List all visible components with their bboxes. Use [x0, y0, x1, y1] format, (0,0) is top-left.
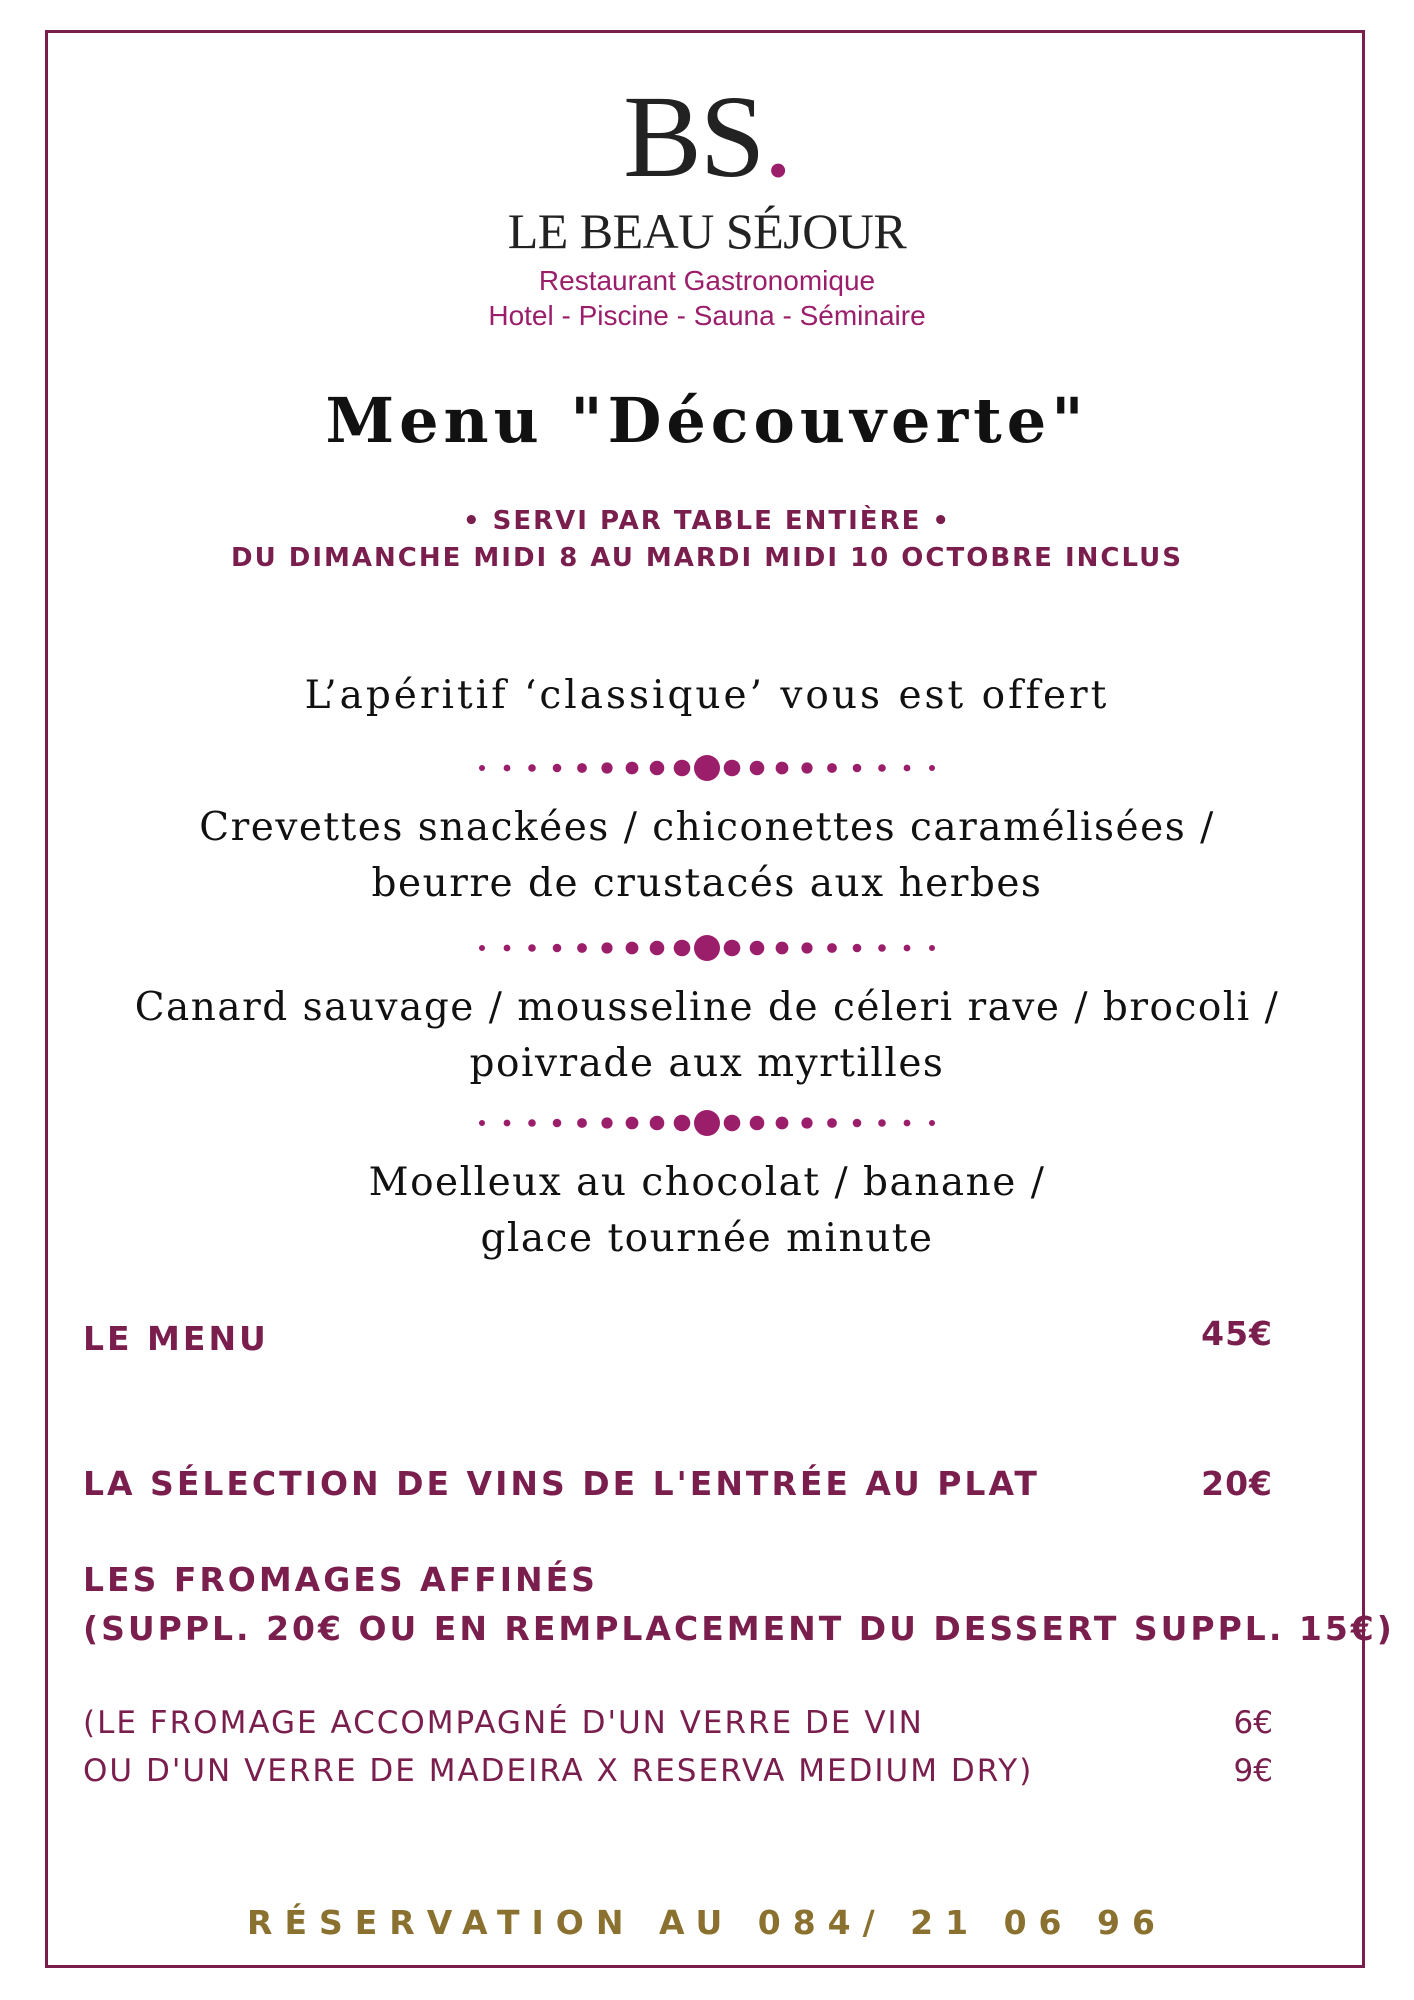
restaurant-subtitle: Restaurant Gastronomique — [538, 265, 876, 296]
course-starter-line-2: beurre de crustacés aux herbes — [371, 861, 1043, 906]
separator-dot — [577, 943, 587, 953]
separator-dot — [827, 943, 837, 953]
separator-dot — [504, 765, 511, 772]
separator-dot — [504, 945, 511, 952]
cheese-supplement: (SUPPL. 20€ OU EN REMPLACEMENT DU DESSERT SUPPL. 15€) — [83, 1609, 1395, 1648]
separator-dot — [929, 945, 935, 951]
separator-center-dot — [694, 1110, 720, 1136]
separator-dot — [878, 764, 886, 772]
separator-dot — [479, 1120, 485, 1126]
separator-dot — [601, 762, 612, 773]
separator-dot — [878, 944, 886, 952]
separator-dot — [674, 760, 691, 777]
separator-dot — [929, 1120, 935, 1126]
separator-dot — [853, 944, 862, 953]
cheese-option-wine-price: 6€ — [1233, 1705, 1273, 1741]
separator-dot — [750, 941, 765, 956]
dot-separator — [0, 748, 1414, 788]
separator-dot — [528, 764, 536, 772]
separator-dot — [650, 761, 665, 776]
separator-dot — [577, 763, 587, 773]
menu-service-note: • SERVI PAR TABLE ENTIÈRE • — [462, 506, 952, 536]
cheese-option-madeira-label: OU D'UN VERRE DE MADEIRA X RESERVA MEDIUM DRY) — [83, 1753, 1034, 1789]
separator-dot — [904, 1120, 911, 1127]
separator-dot — [776, 1117, 789, 1130]
wine-price-value: 20€ — [1201, 1464, 1273, 1503]
separator-dot — [853, 764, 862, 773]
course-dessert — [0, 1155, 1414, 1267]
separator-dot — [601, 1117, 612, 1128]
separator-dot — [750, 1116, 765, 1131]
course-dessert-line-1: Moelleux au chocolat / banane / — [368, 1160, 1046, 1205]
course-main-line-1: Canard sauvage / mousseline de céleri rave / brocoli / — [134, 985, 1280, 1030]
course-starter — [0, 800, 1414, 912]
course-main — [0, 980, 1414, 1092]
cheese-heading: LES FROMAGES AFFINÉS — [83, 1560, 598, 1599]
logo-monogram — [0, 71, 1414, 202]
separator-dot — [801, 1117, 812, 1128]
separator-dot — [553, 944, 562, 953]
separator-dot — [724, 1115, 741, 1132]
reservation-phone: RÉSERVATION AU 084/ 21 06 96 — [247, 1903, 1167, 1942]
separator-dot — [904, 945, 911, 952]
separator-dot — [650, 941, 665, 956]
separator-center-dot — [694, 755, 720, 781]
separator-center-dot — [694, 935, 720, 961]
separator-dot — [776, 762, 789, 775]
separator-dot — [776, 942, 789, 955]
logo-monogram-letters: BS — [623, 71, 764, 202]
separator-dot — [853, 1119, 862, 1128]
separator-dot — [929, 765, 935, 771]
separator-dot — [601, 942, 612, 953]
course-dessert-line-2: glace tournée minute — [480, 1216, 934, 1261]
separator-dot — [626, 762, 639, 775]
separator-dot — [801, 942, 812, 953]
separator-dot — [801, 762, 812, 773]
separator-dot — [674, 1115, 691, 1132]
separator-dot — [577, 1118, 587, 1128]
dot-separator — [0, 1103, 1414, 1143]
separator-dot — [827, 763, 837, 773]
separator-dot — [827, 1118, 837, 1128]
separator-dot — [553, 764, 562, 773]
cheese-option-wine-label: (LE FROMAGE ACCOMPAGNÉ D'UN VERRE DE VIN — [83, 1705, 924, 1741]
separator-dot — [528, 1119, 536, 1127]
course-starter-line-1: Crevettes snackées / chiconettes caramélisées / — [199, 805, 1215, 850]
menu-price-value: 45€ — [1201, 1314, 1273, 1353]
aperitif-line: L’apéritif ‘classique’ vous est offert — [304, 673, 1110, 718]
separator-dot — [750, 761, 765, 776]
separator-dot — [528, 944, 536, 952]
menu-title: Menu "Découverte" — [325, 384, 1089, 457]
separator-dot — [479, 945, 485, 951]
restaurant-services: Hotel - Piscine - Sauna - Séminaire — [488, 300, 926, 331]
separator-dot — [504, 1120, 511, 1127]
separator-dot — [724, 760, 741, 777]
logo-monogram-dot: . — [763, 71, 791, 202]
separator-dot — [650, 1116, 665, 1131]
separator-dot — [904, 765, 911, 772]
separator-dot — [626, 1117, 639, 1130]
separator-dot — [479, 765, 485, 771]
restaurant-name: LE BEAU SÉJOUR — [507, 203, 907, 259]
cheese-option-madeira-price: 9€ — [1233, 1753, 1273, 1789]
dot-separator — [0, 928, 1414, 968]
separator-dot — [724, 940, 741, 957]
course-main-line-2: poivrade aux myrtilles — [469, 1041, 945, 1086]
separator-dot — [626, 942, 639, 955]
menu-price-label: LE MENU — [83, 1319, 269, 1358]
menu-date-range: DU DIMANCHE MIDI 8 AU MARDI MIDI 10 OCTOBRE INCLUS — [231, 543, 1183, 573]
separator-dot — [878, 1119, 886, 1127]
separator-dot — [674, 940, 691, 957]
wine-price-label: LA SÉLECTION DE VINS DE L'ENTRÉE AU PLAT — [83, 1464, 1040, 1503]
separator-dot — [553, 1119, 562, 1128]
